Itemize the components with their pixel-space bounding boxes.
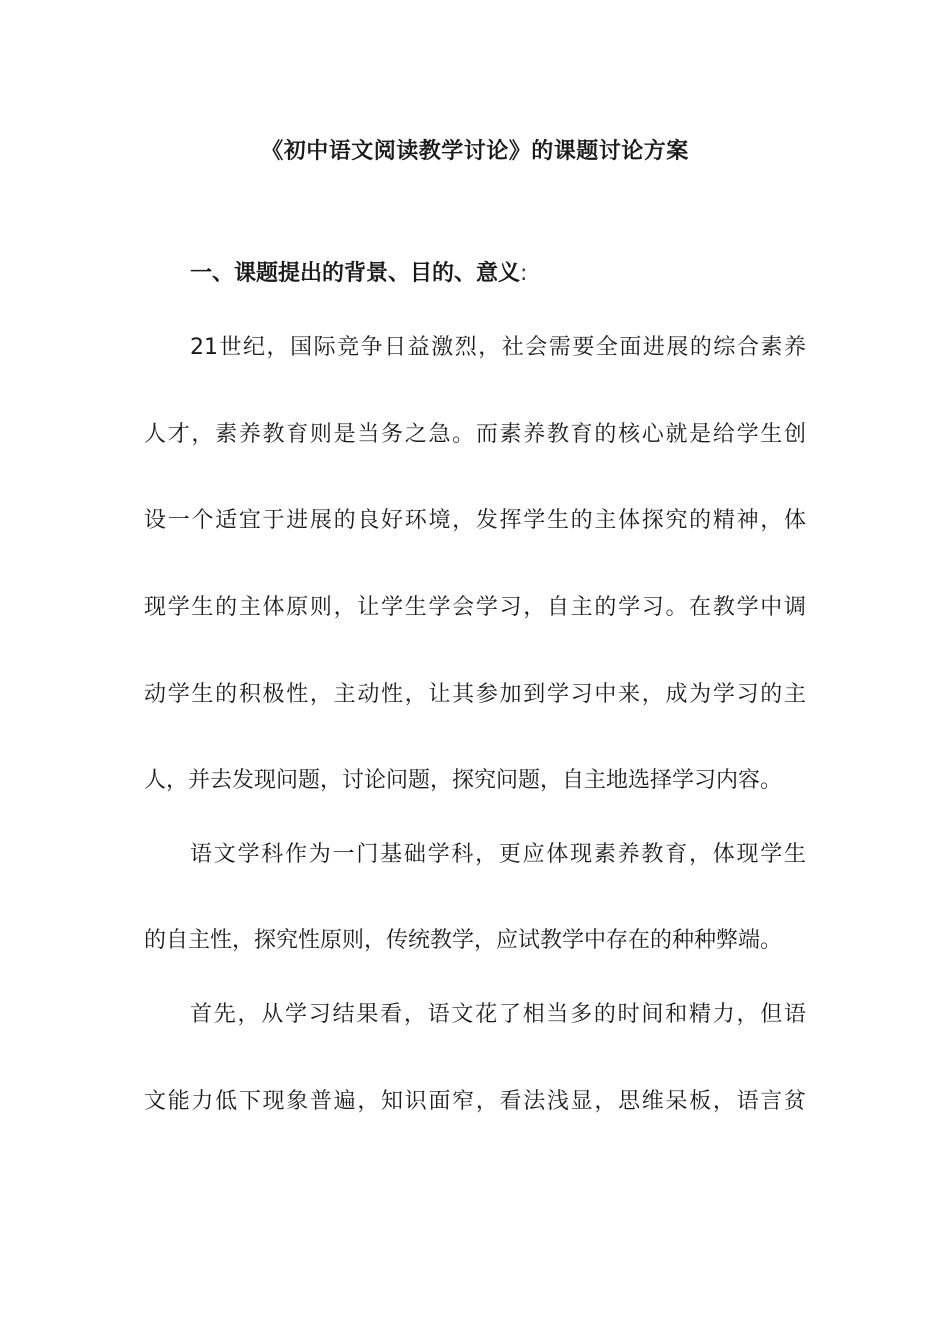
paragraph-line: 人才，素养教育则是当务之急。而素养教育的核心就是给学生创 bbox=[144, 422, 806, 447]
paragraph-line: 现学生的主体原则，让学生学会学习，自主的学习。在教学中调 bbox=[144, 595, 806, 620]
paragraph-line: 首先，从学习结果看，语文花了相当多的时间和精力，但语 bbox=[190, 1002, 806, 1027]
section-heading-text: 一、课题提出的背景、目的、意义 bbox=[190, 261, 521, 286]
document-title: 《初中语文阅读教学讨论》的课题讨论方案 bbox=[261, 139, 689, 164]
paragraph-line: 语文学科作为一门基础学科，更应体现素养教育，体现学生 bbox=[190, 842, 806, 867]
paragraph-line: 文能力低下现象普遍，知识面窄，看法浅显，思维呆板，语言贫 bbox=[144, 1089, 806, 1114]
paragraph-line: 人，并去发现问题，讨论问题，探究问题，自主地选择学习内容。 bbox=[144, 768, 783, 793]
paragraph-line: 21世纪，国际竞争日益激烈，社会需要全面进展的综合素养 bbox=[190, 335, 806, 360]
paragraph-line: 设一个适宜于进展的良好环境，发挥学生的主体探究的精神，体 bbox=[144, 508, 806, 533]
paragraph-line: 动学生的积极性，主动性，让其参加到学习中来，成为学习的主 bbox=[144, 682, 806, 707]
section-heading-colon: : bbox=[520, 261, 528, 286]
section-heading bbox=[190, 258, 527, 290]
paragraph-line: 的自主性，探究性原则，传统教学，应试教学中存在的种种弊端。 bbox=[144, 928, 783, 953]
